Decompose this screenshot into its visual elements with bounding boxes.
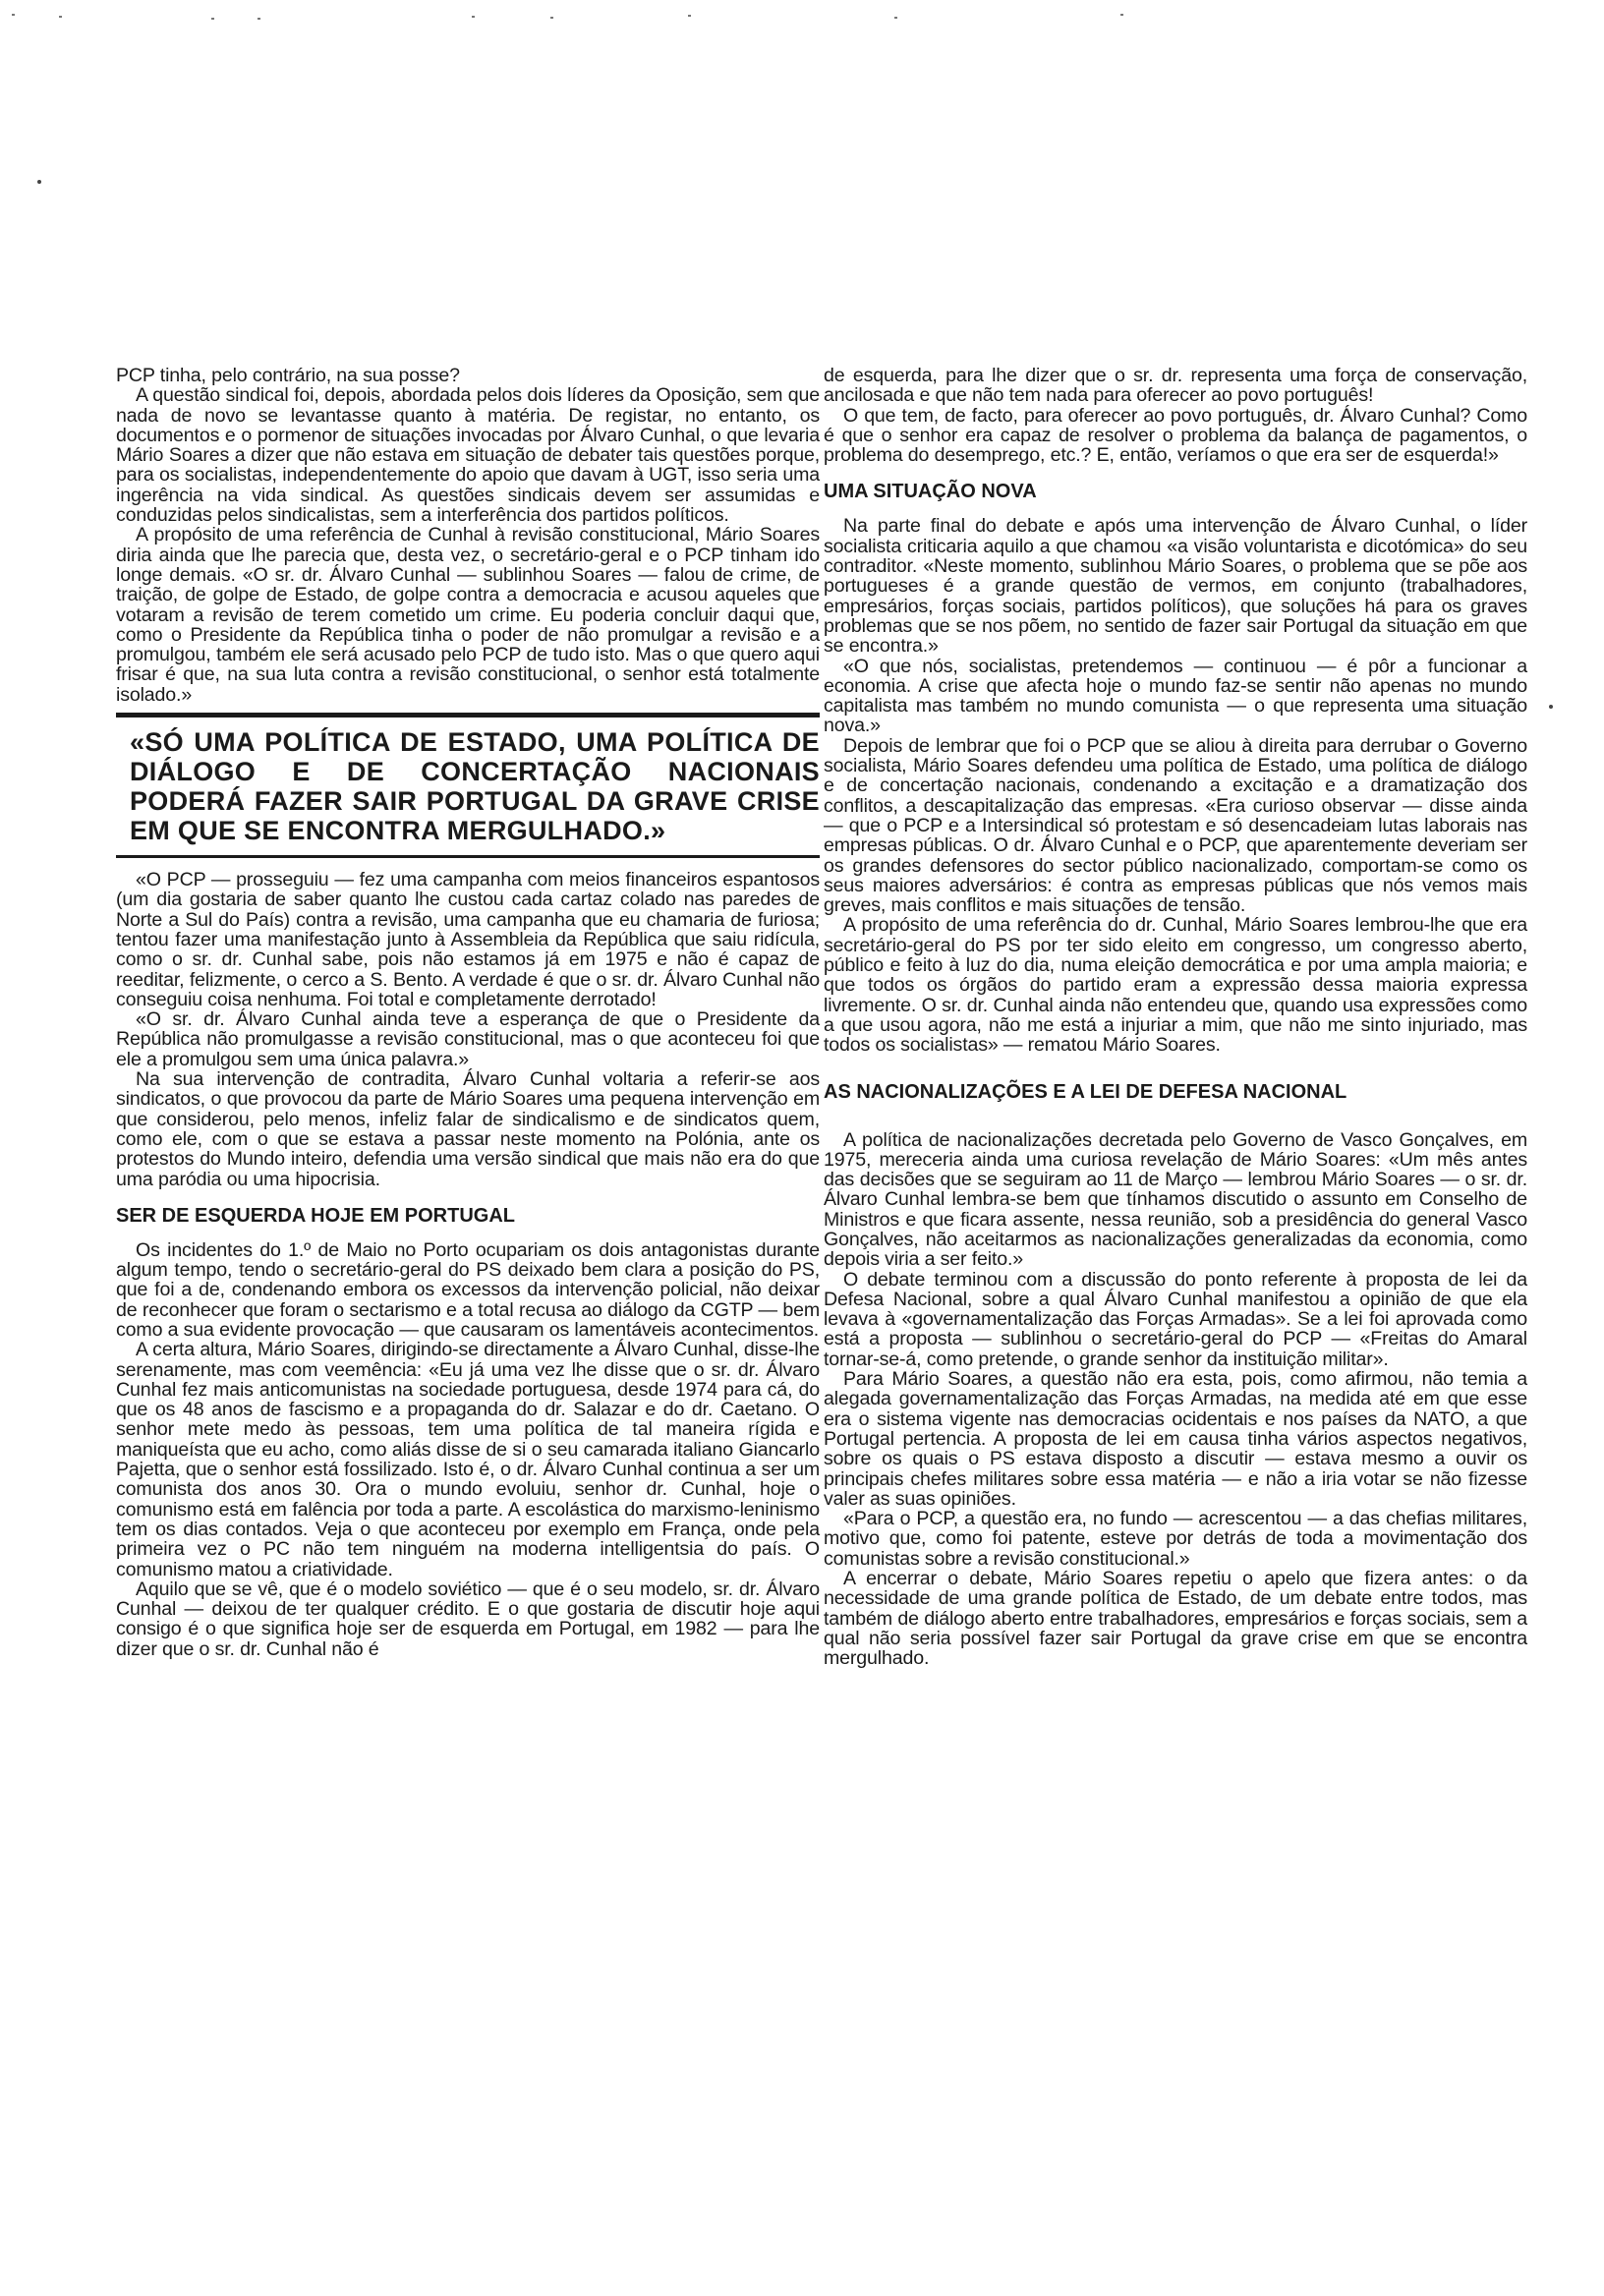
section-heading-situacao: UMA SITUAÇÃO NOVA [824, 481, 1037, 503]
scan-speck [258, 18, 260, 20]
paragraph: «O que nós, socialistas, pretendemos — continuou — é pôr a funcionar a economia. A crise que afecta hoje o mundo faz-se sentir não apenas no mundo capitalista mas também no mundo comunista — o que representa uma situação nova.» [824, 655, 1527, 737]
paragraph: O debate terminou com a discussão do ponto referente à proposta de lei da Defesa Nacional, sobre a qual Álvaro Cunhal manifestou a opinião de que ela levava à «governamentalização das Forças Armadas». Se a lei foi aprovada como está a proposta — sublinhou o secretário-geral do PCP — «Freitas do Amaral tornar-se-á, como pretende, o grande senhor da instituição militar». [824, 1268, 1527, 1370]
paragraph: A certa altura, Mário Soares, dirigindo-se directamente a Álvaro Cunhal, disse-lhe serenamente, mas com veemência: «Eu já uma vez lhe disse que o sr. dr. Álvaro Cunhal fez mais anticomunistas na sociedade portuguesa, desde 1974 para cá, do que os 48 anos de fascismo e a propaganda do dr. Salazar e do dr. Caetano. O senhor mete medo às pessoas, tem uma política de tal maneira rígida e maniqueísta que eu acho, como aliás disse de si o seu camarada italiano Giancarlo Pajetta, que o senhor está fossilizado. Isto é, o dr. Álvaro Cunhal continua a ser um comunista dos anos 30. Ora o mundo evoluiu, senhor dr. Cunhal, hoje o comunismo está em falência por toda a parte. A escolástica do marxismo-leninismo tem os dias contados. Veja o que aconteceu por exemplo em França, onde pela primeira vez o PC não tem ninguém na moderna intelligentsia do país. O comunismo matou a criatividade. [116, 1339, 820, 1580]
paragraph: Para Mário Soares, a questão não era esta, pois, como afirmou, não temia a alegada governamentalização das Forças Armadas, na medida até em que esse era o sistema vigente nas democracias ocidentais e nos países da NATO, a que Portugal pertencia. A proposta de lei em causa tinha vários aspectos negativos, sobre os quais o PS estava disposto a discutir — estava mesmo a ouvir os principais chefes militares sobre essa matéria — e não a iria votar se não fizesse valer as suas opiniões. [824, 1368, 1527, 1510]
paragraph: PCP tinha, pelo contrário, na sua posse? [116, 365, 460, 386]
scan-speck [59, 16, 62, 18]
scan-dot [1549, 705, 1553, 709]
paragraph: Na sua intervenção de contradita, Álvaro Cunhal voltaria a referir-se aos sindicatos, o que provocou da parte de Mário Soares uma pequena intervenção em que considerou, pelo menos, infeliz falar de sindicalismo e de sindicatos quem, como ele, com o que se estava a passar neste momento na Polónia, ante os protestos do Mundo inteiro, defendia uma versão sindical que mais não era do que uma paródia ou uma hipocrisia. [116, 1068, 820, 1190]
paragraph: «O PCP — prosseguiu — fez uma campanha com meios financeiros espantosos (um dia gostaria de saber quanto lhe custou cada cartaz colado nas paredes de Norte a Sul do País) contra a revisão, uma campanha que eu chamaria de furiosa; tentou fazer uma manifestação junto à Assembleia da República que saiu ridícula, como o sr. dr. Cunhal sabe, pois não estamos já em 1975 e não é capaz de reeditar, felizmente, o cerco a S. Bento. A verdade é que o sr. dr. Álvaro Cunhal não conseguiu coisa nenhuma. Foi total e completamente derrotado! [116, 869, 820, 1010]
left-column [116, 366, 820, 1659]
paragraph: «Para o PCP, a questão era, no fundo — acrescentou — a das chefias militares, motivo que, como foi patente, esteve por detrás de toda a movimentação dos comunistas sobre a revisão constitucional.» [824, 1508, 1527, 1570]
scan-dot [37, 180, 41, 184]
scan-speck [12, 14, 15, 16]
paragraph: A propósito de uma referência do dr. Cunhal, Mário Soares lembrou-lhe que era secretário-geral do PS por ter sido eleito em congresso, um congresso aberto, público e feito à luz do dia, numa eleição democrática e por uma ampla maioria; e que todos os órgãos do partido eram a expressão dessa maioria expressa livremente. O sr. dr. Cunhal ainda não entendeu que, quando usa expressões como a que usou agora, não me está a injuriar a mim, que não me sinto injuriado, mas todos os socialistas» — rematou Mário Soares. [824, 914, 1527, 1057]
section-heading-esquerda: SER DE ESQUERDA HOJE EM PORTUGAL [116, 1204, 515, 1227]
scan-specks [0, 0, 1604, 29]
paragraph: Aquilo que se vê, que é o modelo soviético — que é o seu modelo, sr. dr. Álvaro Cunhal — deixou de ter qualquer crédito. E o que gostaria de discutir hoje aqui consigo é o que significa hoje ser de esquerda em Portugal, em 1982 — para lhe dizer que o sr. dr. Cunhal não é [116, 1578, 820, 1660]
paragraph: Os incidentes do 1.º de Maio no Porto ocupariam os dois antagonistas durante algum tempo, tendo o secretário-geral do PS deixado bem clara a posição do PS, que foi a de, condenando embora os excessos da intervenção policial, não deixar de reconhecer que foram o sectarismo e a total recusa ao diálogo da CGTP — bem como a sua evidente provocação — que causaram os lamentáveis acontecimentos. [116, 1238, 820, 1341]
paragraph: A encerrar o debate, Mário Soares repetiu o apelo que fizera antes: o da necessidade de uma grande política de Estado, de um debate entre todos, mas também de diálogo aberto entre trabalhadores, empresários e forças sociais, sem a qual não seria possível fazer sair Portugal da grave crise em que se encontra mergulhado. [824, 1568, 1527, 1670]
scan-speck [1120, 14, 1123, 16]
paragraph: Depois de lembrar que foi o PCP que se aliou à direita para derrubar o Governo socialista, Mário Soares defendeu uma política de Estado, uma política de diálogo e de concertação nacionais, condenando a excitação e a dramatização dos conflitos, a descapitalização das empresas. «Era curioso observar — disse ainda — que o PCP e a Intersindical só protestam e só desencadeiam lutas laborais nas empresas públicas. O dr. Álvaro Cunhal e o PCP, que aparentemente deveriam ser os grandes defensores do sector público nacionalizado, comportam-se como os seus maiores adversários: é contra as empresas públicas que nós vemos mais greves, mais conflitos e mais situações de tensão. [824, 734, 1527, 917]
paragraph: O que tem, de facto, para oferecer ao povo português, dr. Álvaro Cunhal? Como é que o senhor era capaz de resolver o problema da balança de pagamentos, o problema do desemprego, etc.? E, então, veríamos o que era ser de esquerda!» [824, 404, 1527, 467]
paragraph: A propósito de uma referência de Cunhal à revisão constitucional, Mário Soares diria ainda que lhe parecia que, desta vez, o secretário-geral e o PCP tinham ido longe demais. «O sr. dr. Álvaro Cunhal — sublinhou Soares — falou de crime, de traição, de golpe de Estado, de golpe contra a democracia e acusou aqueles que votaram a revisão de terem cometido um crime. Eu poderia concluir daqui que, como o Presidente da República tinha o poder de não promulgar a revisão e a promulgou, também ele será acusado pelo PCP de tudo isto. Mas o que quero aqui frisar é que, na sua luta contra a revisão constitucional, o senhor está totalmente isolado.» [116, 524, 820, 706]
scan-speck [688, 15, 691, 17]
paragraph: A questão sindical foi, depois, abordada pelos dois líderes da Oposição, sem que nada de novo se levantasse quanto à matéria. De registar, no entanto, os documentos e o pormenor de situações invocadas por Álvaro Cunhal, o que levaria Mário Soares a dizer que não estava em situação de debater tais questões porque, para os socialistas, independentemente do apoio que davam à UGT, isso seria uma ingerência na vida sindical. As questões sindicais devem ser assumidas e conduzidas pelos sindicalistas, sem a interferência dos partidos políticos. [116, 384, 820, 527]
paragraph: «O sr. dr. Álvaro Cunhal ainda teve a esperança de que o Presidente da República não promulgasse a revisão constitucional, mas o que aconteceu foi que ele a promulgou sem uma única palavra.» [116, 1008, 820, 1070]
scan-speck [211, 18, 214, 20]
pull-quote [116, 713, 820, 858]
paragraph: de esquerda, para lhe dizer que o sr. dr. representa uma força de conservação, ancilosada e que não tem nada para oferecer ao povo português! [824, 365, 1527, 407]
pull-quote-text: «SÓ UMA POLÍTICA DE ESTADO, UMA POLÍTICA DE DIÁLOGO E DE CONCERTAÇÃO NACIONAIS PODERÁ FAZER SAIR PORTUGAL DA GRAVE CRISE EM QUE SE ENCONTRA MERGULHADO.» [130, 727, 820, 846]
section-heading-nacionalizacoes: AS NACIONALIZAÇÕES E A LEI DE DEFESA NACIONAL [824, 1080, 1347, 1103]
paragraph: Na parte final do debate e após uma intervenção de Álvaro Cunhal, o líder socialista criticaria aquilo a que chamou «a visão voluntarista e dicotómica» do seu contraditor. «Neste momento, sublinhou Mário Soares, o problema que se põe aos portugueses é a grande questão de vermos, em conjunto (trabalhadores, empresários, forças sociais, partidos políticos), que soluções há para os graves problemas que se nos põem, no sentido de fazer sair Portugal da situação em que se encontra.» [824, 515, 1527, 658]
scan-speck [894, 17, 897, 19]
right-column [824, 366, 1527, 1669]
paragraph: A política de nacionalizações decretada pelo Governo de Vasco Gonçalves, em 1975, mereceria ainda uma curiosa revelação de Mário Soares: «Um mês antes das decisões que se seguiram ao 11 de Março — lembrou Mário Soares — o sr. dr. Álvaro Cunhal lembra-se bem que tínhamos discutido o assunto em Conselho de Ministros e que ficara assente, nessa reunião, sob a presidência do general Vasco Gonçalves, não aceitarmos as nacionalizações generalizadas da economia, como depois viria a ser feito.» [824, 1128, 1527, 1271]
scan-speck [472, 16, 475, 18]
scan-speck [550, 17, 553, 19]
